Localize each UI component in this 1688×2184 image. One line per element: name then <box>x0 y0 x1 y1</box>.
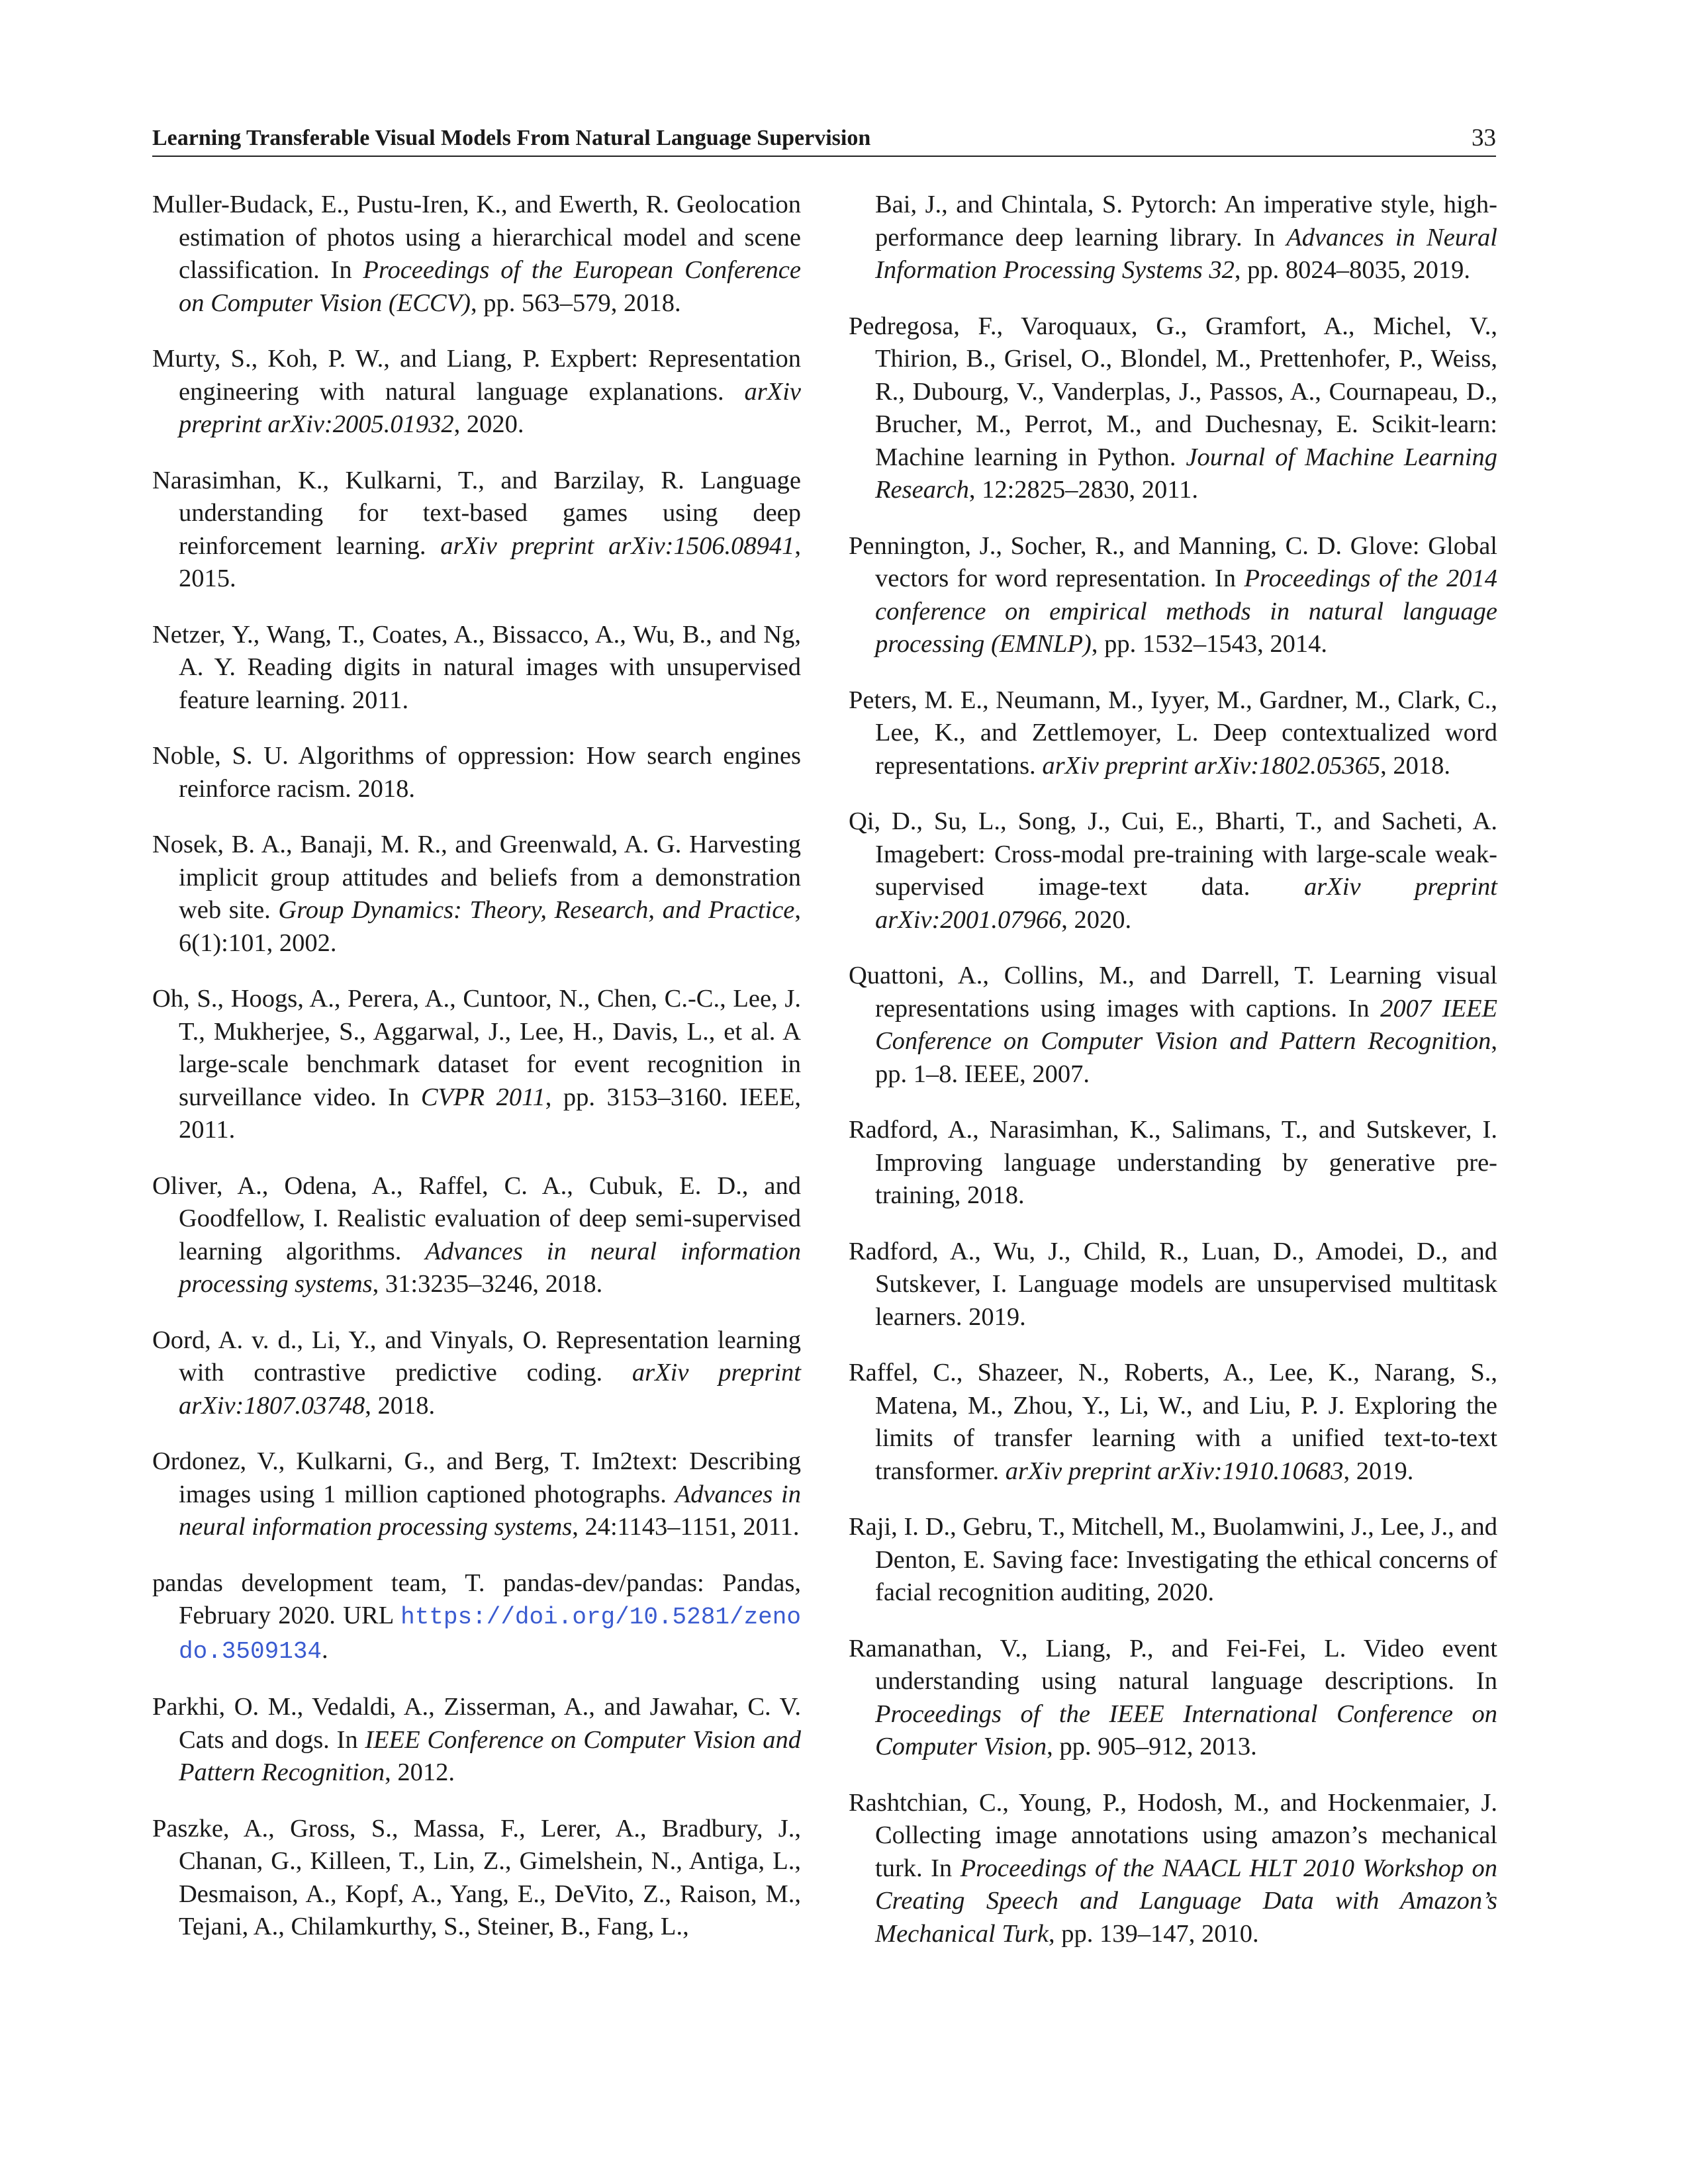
page-number: 33 <box>1472 124 1496 152</box>
ref-tail: , 2015. <box>179 531 801 592</box>
header-rule <box>152 156 1496 157</box>
reference-entry <box>849 530 1497 661</box>
ref-text: Peters, M. E., Neumann, M., Iyyer, M., Gardner, M., Clark, C., Lee, K., and Zettlemoyer, L. Deep contextualized word representations. <box>849 686 1497 780</box>
ref-venue: Proceedings of the European Conference on Computer Vision (ECCV) <box>179 256 801 317</box>
ref-venue: arXiv preprint arXiv:1807.03748 <box>179 1359 801 1420</box>
ref-tail: , 2019. <box>1343 1457 1414 1485</box>
ref-text: Pennington, J., Socher, R., and Manning, C. D. Glove: Global vectors for word representation. In <box>849 531 1497 592</box>
ref-tail: , pp. 905–912, 2013. <box>1047 1733 1257 1760</box>
ref-text: Radford, A., Narasimhan, K., Salimans, T., and Sutskever, I. Improving language understanding by generative pre-training, 2018. <box>849 1116 1497 1209</box>
reference-entry <box>152 189 801 320</box>
ref-text: Ramanathan, V., Liang, P., and Fei-Fei, L. Video event understanding using natural language descriptions. In <box>849 1634 1497 1695</box>
reference-entry <box>152 829 801 960</box>
ref-venue: Group Dynamics: Theory, Research, and Practice <box>278 896 795 924</box>
running-header <box>152 124 1496 156</box>
doi-link[interactable]: https://doi.org/10.5281/zenodo.3509134 <box>179 1604 801 1665</box>
ref-text: Paszke, A., Gross, S., Massa, F., Lerer, A., Bradbury, J., Chanan, G., Killeen, T., Lin, Z., Gimelshein, N., Antiga, L., Desmaison, A., Kopf, A., Yang, E., DeVito, Z., Raison, M., Tejani, A., Chilamkurthy, S., Steiner, B., Fang, L., <box>152 1814 801 1940</box>
reference-entry <box>849 1114 1497 1212</box>
ref-text: pandas development team, T. pandas-dev/pandas: Pandas, February 2020. URL <box>152 1569 801 1629</box>
ref-text: Netzer, Y., Wang, T., Coates, A., Bissacco, A., Wu, B., and Ng, A. Y. Reading digits in natural images with unsupervised feature learning. 2011. <box>152 620 801 714</box>
reference-entry <box>849 1236 1497 1334</box>
reference-entry <box>849 1633 1497 1764</box>
ref-text: Narasimhan, K., Kulkarni, T., and Barzilay, R. Language understanding for text-based games using deep reinforcement learning. <box>152 466 801 560</box>
ref-venue: arXiv preprint arXiv:1910.10683 <box>1005 1457 1344 1485</box>
reference-entry <box>152 1170 801 1301</box>
reference-entry <box>152 740 801 805</box>
reference-entry <box>152 1813 801 1944</box>
ref-text: Quattoni, A., Collins, M., and Darrell, T. Learning visual representations using images with captions. In <box>849 962 1497 1023</box>
ref-venue: arXiv preprint arXiv:2001.07966 <box>875 873 1497 934</box>
ref-text: Muller-Budack, E., Pustu-Iren, K., and Ewerth, R. Geolocation estimation of photos using a hierarchical model and scene classification. In <box>152 191 801 284</box>
ref-text: Murty, S., Koh, P. W., and Liang, P. Expbert: Representation engineering with natural language explanations. <box>152 345 801 406</box>
ref-text: Oord, A. v. d., Li, Y., and Vinyals, O. Representation learning with contrastive predictive coding. <box>152 1326 801 1387</box>
reference-entry <box>152 1567 801 1668</box>
references-right-column <box>849 189 1497 1974</box>
running-title: Learning Transferable Visual Models From Natural Language Supervision <box>152 126 871 150</box>
ref-tail: , pp. 139–147, 2010. <box>1048 1919 1259 1948</box>
ref-tail: , pp. 8024–8035, 2019. <box>1234 256 1470 284</box>
ref-tail: , 24:1143–1151, 2011. <box>572 1513 800 1541</box>
ref-text: Raffel, C., Shazeer, N., Roberts, A., Lee, K., Narang, S., Matena, M., Zhou, Y., Li, W., and Liu, P. J. Exploring the limits of transfer learning with a unified text-to-text transformer. <box>849 1359 1497 1485</box>
reference-entry <box>849 805 1497 936</box>
ref-tail: , 2020. <box>453 410 524 438</box>
ref-venue: 2007 IEEE Conference on Computer Vision and Pattern Recognition <box>875 994 1498 1055</box>
ref-tail: , pp. 1–8. IEEE, 2007. <box>875 1027 1497 1088</box>
reference-entry <box>152 619 801 717</box>
ref-venue: Proceedings of the IEEE International Conference on Computer Vision <box>875 1700 1497 1760</box>
ref-tail: , pp. 563–579, 2018. <box>470 289 681 317</box>
ref-venue: Proceedings of the 2014 conference on empirical methods in natural language processing (EMNLP) <box>875 565 1497 658</box>
reference-entry <box>849 1787 1497 1951</box>
ref-tail: , 2012. <box>385 1758 455 1786</box>
ref-tail: , 2018. <box>365 1391 436 1420</box>
ref-text: Qi, D., Su, L., Song, J., Cui, E., Bharti, T., and Sacheti, A. Imagebert: Cross-modal pre-training with large-scale weak-supervised image-text data. <box>849 807 1497 901</box>
reference-entry <box>152 983 801 1147</box>
ref-text: Oh, S., Hoogs, A., Perera, A., Cuntoor, N., Chen, C.-C., Lee, J. T., Mukherjee, S., Aggarwal, J., Lee, H., Davis, L., et al. A large-scale benchmark dataset for event recognition in surveillance video. In <box>152 985 801 1111</box>
ref-venue: IEEE Conference on Computer Vision and Pattern Recognition <box>179 1725 801 1786</box>
ref-tail: , pp. 1532–1543, 2014. <box>1091 630 1327 658</box>
ref-text: Rashtchian, C., Young, P., Hodosh, M., and Hockenmaier, J. Collecting image annotations using amazon’s mechanical turk. In <box>849 1788 1497 1882</box>
reference-entry <box>152 343 801 441</box>
ref-text: Ordonez, V., Kulkarni, G., and Berg, T. Im2text: Describing images using 1 million captioned photographs. <box>152 1447 801 1508</box>
ref-text: Bai, J., and Chintala, S. Pytorch: An imperative style, high-performance deep learning library. In <box>875 191 1497 251</box>
ref-venue: arXiv preprint arXiv:1802.05365 <box>1042 751 1381 780</box>
reference-entry <box>849 684 1497 783</box>
ref-text: Parkhi, O. M., Vedaldi, A., Zisserman, A., and Jawahar, C. V. Cats and dogs. In <box>152 1693 801 1754</box>
ref-venue: Advances in neural information processing systems <box>179 1237 801 1298</box>
reference-entry-continued <box>849 189 1497 287</box>
reference-entry <box>849 1357 1497 1488</box>
ref-tail: , 31:3235–3246, 2018. <box>372 1270 603 1298</box>
ref-tail: , 12:2825–2830, 2011. <box>968 476 1198 504</box>
ref-tail: , 2020. <box>1061 905 1132 934</box>
ref-text: Oliver, A., Odena, A., Raffel, C. A., Cubuk, E. D., and Goodfellow, I. Realistic evaluation of deep semi-supervised learning algorithms. <box>152 1171 801 1265</box>
reference-entry <box>849 1511 1497 1610</box>
ref-venue: Journal of Machine Learning Research <box>875 443 1497 504</box>
ref-venue: arXiv preprint arXiv:1506.08941 <box>440 531 795 560</box>
reference-entry <box>849 310 1497 507</box>
ref-tail: , 6(1):101, 2002. <box>179 896 801 957</box>
ref-text: Nosek, B. A., Banaji, M. R., and Greenwald, A. G. Harvesting implicit group attitudes and beliefs from a demonstration web site. <box>152 831 801 924</box>
ref-text: Pedregosa, F., Varoquaux, G., Gramfort, A., Michel, V., Thirion, B., Grisel, O., Blondel, M., Prettenhofer, P., Weiss, R., Dubourg, V., Vanderplas, J., Passos, A., Cournapeau, D., Brucher, M., Perrot, M., and Duchesnay, E. Scikit-learn: Machine learning in Python. <box>849 312 1497 471</box>
reference-entry <box>152 1691 801 1790</box>
ref-venue: Advances in Neural Information Processing Systems 32 <box>875 223 1497 284</box>
ref-text: Noble, S. U. Algorithms of oppression: How search engines reinforce racism. 2018. <box>152 742 801 803</box>
reference-entry <box>152 1445 801 1544</box>
ref-venue: CVPR 2011 <box>420 1083 545 1111</box>
ref-tail: , pp. 3153–3160. IEEE, 2011. <box>179 1083 802 1144</box>
ref-tail: , 2018. <box>1380 751 1450 780</box>
reference-entry <box>849 960 1497 1091</box>
ref-text: Radford, A., Wu, J., Child, R., Luan, D., Amodei, D., and Sutskever, I. Language models are unsupervised multitask learners. 2019. <box>849 1237 1497 1331</box>
reference-entry <box>152 465 801 596</box>
ref-venue: arXiv preprint arXiv:2005.01932 <box>179 377 801 438</box>
references-left-column <box>152 189 801 1967</box>
ref-tail: . <box>322 1635 328 1664</box>
ref-venue: Advances in neural information processing systems <box>179 1480 801 1541</box>
ref-text: Raji, I. D., Gebru, T., Mitchell, M., Buolamwini, J., Lee, J., and Denton, E. Saving face: Investigating the ethical concerns of facial recognition auditing, 2020. <box>849 1513 1497 1606</box>
ref-venue: Proceedings of the NAACL HLT 2010 Workshop on Creating Speech and Language Data with Amazon’s Mechanical Turk <box>875 1854 1498 1948</box>
reference-entry <box>152 1324 801 1423</box>
